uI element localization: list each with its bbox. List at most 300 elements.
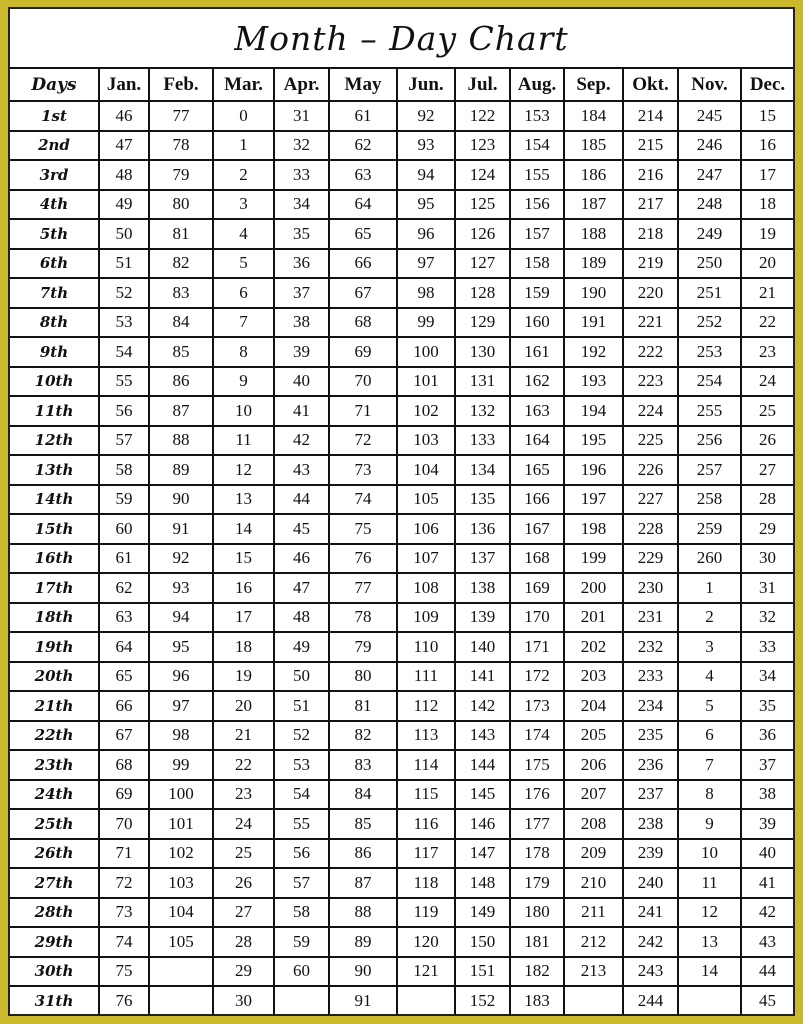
day-label: 18th	[10, 603, 99, 633]
day-number-cell: 51	[99, 249, 149, 279]
day-number-cell: 10	[678, 839, 741, 869]
day-number-cell: 67	[99, 721, 149, 751]
day-number-cell: 96	[149, 662, 213, 692]
day-number-cell: 44	[741, 957, 793, 987]
day-number-cell: 175	[510, 750, 564, 780]
day-number-cell: 244	[623, 986, 678, 1015]
day-number-cell: 46	[99, 101, 149, 131]
day-number-cell: 74	[329, 485, 397, 515]
day-number-cell: 17	[213, 603, 274, 633]
day-number-cell: 143	[455, 721, 510, 751]
day-number-cell: 189	[564, 249, 623, 279]
day-number-cell: 119	[397, 898, 455, 928]
day-number-cell: 259	[678, 514, 741, 544]
month-header: Jun.	[397, 69, 455, 101]
day-number-cell: 13	[678, 927, 741, 957]
day-number-cell: 18	[741, 190, 793, 220]
day-number-cell: 113	[397, 721, 455, 751]
table-row	[10, 514, 793, 544]
day-number-cell: 219	[623, 249, 678, 279]
day-number-cell: 39	[274, 337, 329, 367]
table-row	[10, 898, 793, 928]
day-number-cell: 26	[213, 868, 274, 898]
day-number-cell: 181	[510, 927, 564, 957]
day-number-cell: 188	[564, 219, 623, 249]
day-number-cell: 43	[741, 927, 793, 957]
table-row	[10, 249, 793, 279]
day-number-cell: 31	[741, 573, 793, 603]
day-number-cell: 252	[678, 308, 741, 338]
day-number-cell: 155	[510, 160, 564, 190]
day-number-cell: 29	[741, 514, 793, 544]
day-number-cell: 2	[213, 160, 274, 190]
day-number-cell: 59	[274, 927, 329, 957]
day-number-cell: 97	[397, 249, 455, 279]
day-label: 10th	[10, 367, 99, 397]
day-number-cell: 19	[741, 219, 793, 249]
day-number-cell: 176	[510, 780, 564, 810]
day-number-cell: 38	[274, 308, 329, 338]
day-number-cell: 157	[510, 219, 564, 249]
day-number-cell: 59	[99, 485, 149, 515]
day-number-cell: 6	[213, 278, 274, 308]
day-number-cell: 28	[213, 927, 274, 957]
table-row	[10, 455, 793, 485]
day-number-cell: 246	[678, 131, 741, 161]
day-number-cell: 15	[213, 544, 274, 574]
day-number-cell: 29	[213, 957, 274, 987]
day-label: 11th	[10, 396, 99, 426]
day-number-cell: 34	[274, 190, 329, 220]
day-number-cell: 195	[564, 426, 623, 456]
day-number-cell: 145	[455, 780, 510, 810]
table-row	[10, 190, 793, 220]
day-number-cell	[149, 957, 213, 987]
day-number-cell: 108	[397, 573, 455, 603]
day-number-cell: 187	[564, 190, 623, 220]
day-number-cell: 101	[397, 367, 455, 397]
day-number-cell: 169	[510, 573, 564, 603]
day-number-cell: 69	[99, 780, 149, 810]
day-number-cell: 15	[741, 101, 793, 131]
day-number-cell: 58	[99, 455, 149, 485]
table-row	[10, 603, 793, 633]
day-number-cell: 197	[564, 485, 623, 515]
day-number-cell: 218	[623, 219, 678, 249]
day-number-cell: 105	[149, 927, 213, 957]
day-number-cell: 250	[678, 249, 741, 279]
day-number-cell: 159	[510, 278, 564, 308]
day-number-cell: 16	[213, 573, 274, 603]
day-number-cell: 68	[99, 750, 149, 780]
day-number-cell: 86	[329, 839, 397, 869]
day-number-cell: 33	[274, 160, 329, 190]
day-number-cell: 0	[213, 101, 274, 131]
chart-frame	[8, 7, 795, 1016]
day-number-cell: 62	[329, 131, 397, 161]
day-number-cell: 248	[678, 190, 741, 220]
day-number-cell: 93	[149, 573, 213, 603]
day-number-cell: 88	[329, 898, 397, 928]
day-number-cell: 23	[741, 337, 793, 367]
day-number-cell: 164	[510, 426, 564, 456]
day-number-cell: 229	[623, 544, 678, 574]
day-number-cell: 255	[678, 396, 741, 426]
day-label: 8th	[10, 308, 99, 338]
day-number-cell: 193	[564, 367, 623, 397]
day-number-cell: 55	[99, 367, 149, 397]
day-number-cell: 174	[510, 721, 564, 751]
day-number-cell: 20	[741, 249, 793, 279]
day-number-cell: 58	[274, 898, 329, 928]
day-number-cell: 39	[741, 809, 793, 839]
day-number-cell: 85	[149, 337, 213, 367]
day-number-cell: 31	[274, 101, 329, 131]
day-number-cell: 109	[397, 603, 455, 633]
day-number-cell: 251	[678, 278, 741, 308]
day-number-cell: 100	[149, 780, 213, 810]
day-number-cell: 254	[678, 367, 741, 397]
day-number-cell: 221	[623, 308, 678, 338]
day-label: 29th	[10, 927, 99, 957]
day-number-cell: 203	[564, 662, 623, 692]
table-row	[10, 131, 793, 161]
day-number-cell: 77	[149, 101, 213, 131]
day-number-cell: 65	[99, 662, 149, 692]
day-number-cell: 79	[329, 632, 397, 662]
day-number-cell: 236	[623, 750, 678, 780]
day-label: 27th	[10, 868, 99, 898]
day-number-cell: 132	[455, 396, 510, 426]
day-number-cell: 127	[455, 249, 510, 279]
day-number-cell: 30	[213, 986, 274, 1015]
day-number-cell: 75	[329, 514, 397, 544]
day-number-cell: 18	[213, 632, 274, 662]
day-number-cell: 14	[213, 514, 274, 544]
day-number-cell: 43	[274, 455, 329, 485]
day-number-cell: 37	[274, 278, 329, 308]
table-row	[10, 927, 793, 957]
day-label: 3rd	[10, 160, 99, 190]
day-number-cell: 179	[510, 868, 564, 898]
day-number-cell: 156	[510, 190, 564, 220]
day-number-cell: 72	[329, 426, 397, 456]
day-number-cell: 25	[741, 396, 793, 426]
table-row	[10, 160, 793, 190]
day-number-cell: 65	[329, 219, 397, 249]
day-number-cell: 94	[397, 160, 455, 190]
day-number-cell: 107	[397, 544, 455, 574]
day-number-cell: 202	[564, 632, 623, 662]
day-number-cell: 204	[564, 691, 623, 721]
month-header: Jul.	[455, 69, 510, 101]
day-number-cell: 216	[623, 160, 678, 190]
day-number-cell: 85	[329, 809, 397, 839]
day-number-cell: 117	[397, 839, 455, 869]
day-number-cell: 88	[149, 426, 213, 456]
day-number-cell: 165	[510, 455, 564, 485]
day-number-cell: 24	[741, 367, 793, 397]
day-number-cell: 93	[397, 131, 455, 161]
day-label: 17th	[10, 573, 99, 603]
day-number-cell: 133	[455, 426, 510, 456]
day-number-cell: 257	[678, 455, 741, 485]
month-header: Aug.	[510, 69, 564, 101]
day-number-cell: 99	[149, 750, 213, 780]
day-number-cell: 124	[455, 160, 510, 190]
day-number-cell: 35	[274, 219, 329, 249]
day-number-cell: 84	[329, 780, 397, 810]
day-number-cell: 141	[455, 662, 510, 692]
day-number-cell: 5	[678, 691, 741, 721]
day-number-cell: 35	[741, 691, 793, 721]
day-number-cell: 66	[99, 691, 149, 721]
day-number-cell: 79	[149, 160, 213, 190]
day-number-cell: 243	[623, 957, 678, 987]
day-number-cell: 206	[564, 750, 623, 780]
day-label: 9th	[10, 337, 99, 367]
day-number-cell: 116	[397, 809, 455, 839]
day-number-cell: 73	[99, 898, 149, 928]
day-number-cell: 146	[455, 809, 510, 839]
table-row	[10, 632, 793, 662]
day-number-cell: 232	[623, 632, 678, 662]
day-number-cell	[678, 986, 741, 1015]
day-number-cell: 89	[149, 455, 213, 485]
day-label: 26th	[10, 839, 99, 869]
day-number-cell: 54	[274, 780, 329, 810]
day-number-cell: 5	[213, 249, 274, 279]
day-number-cell: 152	[455, 986, 510, 1015]
day-number-cell: 104	[149, 898, 213, 928]
day-label: 22th	[10, 721, 99, 751]
table-row	[10, 426, 793, 456]
table-row	[10, 367, 793, 397]
day-number-cell: 91	[149, 514, 213, 544]
day-number-cell: 158	[510, 249, 564, 279]
day-number-cell: 228	[623, 514, 678, 544]
day-number-cell: 66	[329, 249, 397, 279]
day-number-cell: 55	[274, 809, 329, 839]
day-number-cell: 90	[149, 485, 213, 515]
day-number-cell: 260	[678, 544, 741, 574]
day-number-cell: 56	[274, 839, 329, 869]
month-header: Okt.	[623, 69, 678, 101]
day-number-cell: 17	[741, 160, 793, 190]
day-number-cell: 82	[149, 249, 213, 279]
day-number-cell: 45	[741, 986, 793, 1015]
day-label: 21th	[10, 691, 99, 721]
day-number-cell	[564, 986, 623, 1015]
day-number-cell: 131	[455, 367, 510, 397]
day-number-cell: 103	[149, 868, 213, 898]
day-number-cell: 201	[564, 603, 623, 633]
day-number-cell: 213	[564, 957, 623, 987]
day-number-cell: 37	[741, 750, 793, 780]
day-number-cell: 61	[329, 101, 397, 131]
day-number-cell: 27	[741, 455, 793, 485]
day-number-cell: 57	[99, 426, 149, 456]
day-number-cell: 10	[213, 396, 274, 426]
day-number-cell: 9	[213, 367, 274, 397]
day-number-cell: 96	[397, 219, 455, 249]
day-number-cell: 70	[329, 367, 397, 397]
day-number-cell: 11	[678, 868, 741, 898]
day-number-cell: 41	[274, 396, 329, 426]
day-number-cell: 137	[455, 544, 510, 574]
day-number-cell: 177	[510, 809, 564, 839]
day-number-cell: 234	[623, 691, 678, 721]
day-number-cell: 178	[510, 839, 564, 869]
table-row	[10, 101, 793, 131]
table-row	[10, 544, 793, 574]
day-number-cell: 168	[510, 544, 564, 574]
day-number-cell: 95	[149, 632, 213, 662]
day-number-cell: 86	[149, 367, 213, 397]
day-number-cell: 101	[149, 809, 213, 839]
day-number-cell: 150	[455, 927, 510, 957]
day-number-cell: 128	[455, 278, 510, 308]
day-number-cell: 140	[455, 632, 510, 662]
table-row	[10, 662, 793, 692]
day-number-cell: 148	[455, 868, 510, 898]
day-number-cell: 71	[329, 396, 397, 426]
day-number-cell: 60	[99, 514, 149, 544]
day-number-cell: 8	[213, 337, 274, 367]
day-number-cell: 226	[623, 455, 678, 485]
day-number-cell: 163	[510, 396, 564, 426]
day-number-cell: 98	[149, 721, 213, 751]
day-number-cell: 77	[329, 573, 397, 603]
day-number-cell: 81	[149, 219, 213, 249]
day-number-cell: 69	[329, 337, 397, 367]
day-label: 16th	[10, 544, 99, 574]
day-number-cell: 12	[678, 898, 741, 928]
day-number-cell: 225	[623, 426, 678, 456]
day-number-cell: 183	[510, 986, 564, 1015]
day-number-cell: 115	[397, 780, 455, 810]
day-number-cell: 224	[623, 396, 678, 426]
day-number-cell: 47	[274, 573, 329, 603]
day-number-cell: 170	[510, 603, 564, 633]
table-row	[10, 308, 793, 338]
day-number-cell: 51	[274, 691, 329, 721]
day-number-cell: 151	[455, 957, 510, 987]
day-number-cell: 73	[329, 455, 397, 485]
day-label: 12th	[10, 426, 99, 456]
day-number-cell: 139	[455, 603, 510, 633]
day-number-cell: 208	[564, 809, 623, 839]
day-number-cell: 104	[397, 455, 455, 485]
day-number-cell: 89	[329, 927, 397, 957]
day-number-cell: 52	[99, 278, 149, 308]
day-number-cell: 42	[741, 898, 793, 928]
day-number-cell: 82	[329, 721, 397, 751]
day-label: 2nd	[10, 131, 99, 161]
day-number-cell: 196	[564, 455, 623, 485]
day-number-cell: 45	[274, 514, 329, 544]
day-label: 25th	[10, 809, 99, 839]
day-number-cell: 49	[274, 632, 329, 662]
day-number-cell: 233	[623, 662, 678, 692]
day-number-cell: 36	[274, 249, 329, 279]
day-number-cell: 90	[329, 957, 397, 987]
day-number-cell: 98	[397, 278, 455, 308]
day-number-cell: 149	[455, 898, 510, 928]
day-number-cell: 63	[99, 603, 149, 633]
day-number-cell: 13	[213, 485, 274, 515]
day-number-cell: 194	[564, 396, 623, 426]
month-day-table	[10, 69, 793, 1015]
table-row	[10, 957, 793, 987]
day-number-cell: 60	[274, 957, 329, 987]
day-number-cell: 56	[99, 396, 149, 426]
table-row	[10, 986, 793, 1015]
day-number-cell: 102	[149, 839, 213, 869]
day-number-cell: 222	[623, 337, 678, 367]
day-number-cell: 161	[510, 337, 564, 367]
day-number-cell: 130	[455, 337, 510, 367]
month-header: Nov.	[678, 69, 741, 101]
day-number-cell: 84	[149, 308, 213, 338]
day-number-cell: 71	[99, 839, 149, 869]
day-number-cell: 227	[623, 485, 678, 515]
day-label: 23th	[10, 750, 99, 780]
day-number-cell: 78	[329, 603, 397, 633]
day-number-cell: 21	[213, 721, 274, 751]
day-number-cell: 47	[99, 131, 149, 161]
day-number-cell: 62	[99, 573, 149, 603]
day-number-cell: 120	[397, 927, 455, 957]
day-label: 13th	[10, 455, 99, 485]
month-header: Mar.	[213, 69, 274, 101]
month-header: Apr.	[274, 69, 329, 101]
day-number-cell: 40	[741, 839, 793, 869]
month-header: Jan.	[99, 69, 149, 101]
day-number-cell: 23	[213, 780, 274, 810]
day-number-cell: 44	[274, 485, 329, 515]
day-number-cell: 129	[455, 308, 510, 338]
day-number-cell: 142	[455, 691, 510, 721]
day-number-cell: 24	[213, 809, 274, 839]
day-number-cell: 75	[99, 957, 149, 987]
day-number-cell: 122	[455, 101, 510, 131]
day-number-cell: 126	[455, 219, 510, 249]
day-number-cell: 200	[564, 573, 623, 603]
day-label: 4th	[10, 190, 99, 220]
day-number-cell: 74	[99, 927, 149, 957]
day-label: 15th	[10, 514, 99, 544]
day-number-cell: 26	[741, 426, 793, 456]
month-header: Feb.	[149, 69, 213, 101]
day-number-cell: 237	[623, 780, 678, 810]
day-number-cell: 125	[455, 190, 510, 220]
month-header: Sep.	[564, 69, 623, 101]
day-label: 20th	[10, 662, 99, 692]
day-number-cell: 48	[99, 160, 149, 190]
day-number-cell: 105	[397, 485, 455, 515]
day-number-cell: 30	[741, 544, 793, 574]
day-number-cell: 144	[455, 750, 510, 780]
day-label: 24th	[10, 780, 99, 810]
day-number-cell: 64	[329, 190, 397, 220]
day-number-cell: 186	[564, 160, 623, 190]
day-number-cell: 249	[678, 219, 741, 249]
table-row	[10, 573, 793, 603]
day-number-cell: 48	[274, 603, 329, 633]
day-number-cell: 16	[741, 131, 793, 161]
day-label: 14th	[10, 485, 99, 515]
